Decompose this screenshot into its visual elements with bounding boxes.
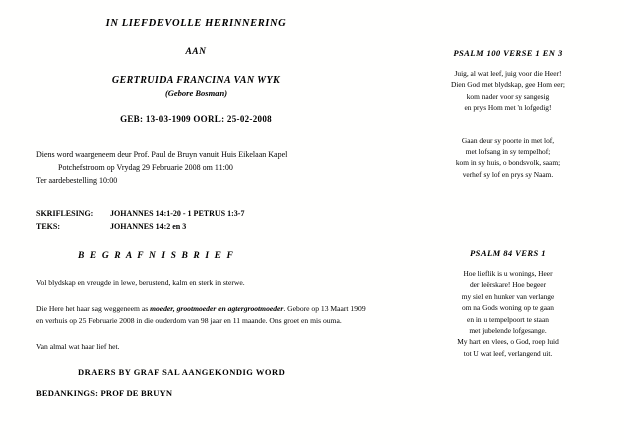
acknowledgements: BEDANKINGS: PROF DE BRUYN xyxy=(36,388,173,398)
stanza-gap xyxy=(400,114,616,125)
psalm-line: en in u tempelpoort te staan xyxy=(467,314,549,324)
psalm-line: Dien God met blydskap, gee Hom eer; xyxy=(451,80,565,90)
psalm-line: kom in sy huis, o bondsvolk, saam; xyxy=(455,158,561,168)
deceased-name: GERTRUIDA FRANCINA VAN WYK xyxy=(111,75,281,86)
birth-death-dates: GEB: 13-03-1909 OORL: 25-02-2008 xyxy=(120,114,272,124)
scripture-reading-value: JOHANNES 14:1-20 - 1 PETRUS 1:3-7 xyxy=(110,209,245,218)
psalm-line: Gaan deur sy poorte in met lof, xyxy=(461,135,555,145)
psalm-line: My hart en vlees, o God, roep luid xyxy=(457,337,559,347)
pallbearers-note: DRAERS BY GRAF SAL AANGEKONDIG WORD xyxy=(78,367,286,377)
deceased-maiden-name: (Gebore Bosman) xyxy=(164,88,228,98)
psalm-100-stanza-2 xyxy=(400,135,616,181)
eulogy-paragraph: Die Here het haar sag weggeneem as moeder, grootmoeder en agtergrootmoeder. Gebore op 13 Maart 1909 en verhuis op 25 Februarie 2008 in die ouderdom van 98 jaar en 11 maande. Ons groet en mis ouma. xyxy=(36,304,366,325)
psalm-100-block xyxy=(400,48,616,180)
eulogy-paragraph: Vol blydskap en vreugde in lewe, berustend, kalm en sterk in sterwe. xyxy=(36,278,245,287)
page-title: IN LIEFDEVOLLE HERINNERING xyxy=(105,18,287,29)
psalm-line: om na Gods woning op te gaan xyxy=(462,303,554,313)
psalm-84-stanza-1 xyxy=(400,268,616,359)
psalm-line: met jubelende lofgesange. xyxy=(469,326,547,336)
psalm-100-title: PSALM 100 VERSE 1 EN 3 xyxy=(453,48,563,58)
psalm-line: tot U wat leef, verlangend uit. xyxy=(463,348,553,358)
psalm-line: der leërskare! Hoe begeer xyxy=(469,280,547,290)
service-line: Potchefstroom op Vrydag 29 Februarie 2008 om 11:00 xyxy=(58,163,233,172)
scripture-reading-row xyxy=(36,207,392,220)
psalm-100-stanza-1 xyxy=(400,68,616,114)
right-column xyxy=(392,0,624,445)
service-line: Diens word waargeneem deur Prof. Paul de Bruyn vanuit Huis Eikelaan Kapel xyxy=(36,150,288,159)
service-line: Ter aardebestelling 10:00 xyxy=(36,176,118,185)
eulogy-paragraph: Van almal wat haar lief het. xyxy=(36,342,120,351)
scripture-block xyxy=(0,207,392,233)
scripture-text-value: JOHANNES 14:2 en 3 xyxy=(110,222,187,231)
title-block xyxy=(0,18,392,124)
scripture-reading-label: SKRIFLESING: xyxy=(36,209,94,218)
psalm-line: verhef sy lof en prys sy Naam. xyxy=(462,169,554,179)
eulogy-paragraphs xyxy=(0,277,392,353)
psalm-line: met lofsang in sy tempelhof; xyxy=(465,147,551,157)
psalm-line: Hoe lieflik is u wonings, Heer xyxy=(463,269,553,278)
service-details xyxy=(0,148,392,187)
psalm-line: en prys Hom met 'n lofgedig! xyxy=(464,103,552,113)
begrafnisbrief-heading: B E G R A F N I S B R I E F xyxy=(78,251,235,261)
scripture-text-row xyxy=(36,220,392,233)
psalm-line: my siel en hunker van verlange xyxy=(461,291,555,301)
psalm-line: kom nader voor sy sangesig xyxy=(466,91,550,101)
dedication-label: AAN xyxy=(185,47,207,57)
psalm-line: Juig, al wat leef, juig voor die Heer! xyxy=(454,69,562,78)
scripture-text-label: TEKS: xyxy=(36,222,61,231)
psalm-84-block xyxy=(400,248,616,359)
psalm-84-title: PSALM 84 VERS 1 xyxy=(470,248,546,258)
